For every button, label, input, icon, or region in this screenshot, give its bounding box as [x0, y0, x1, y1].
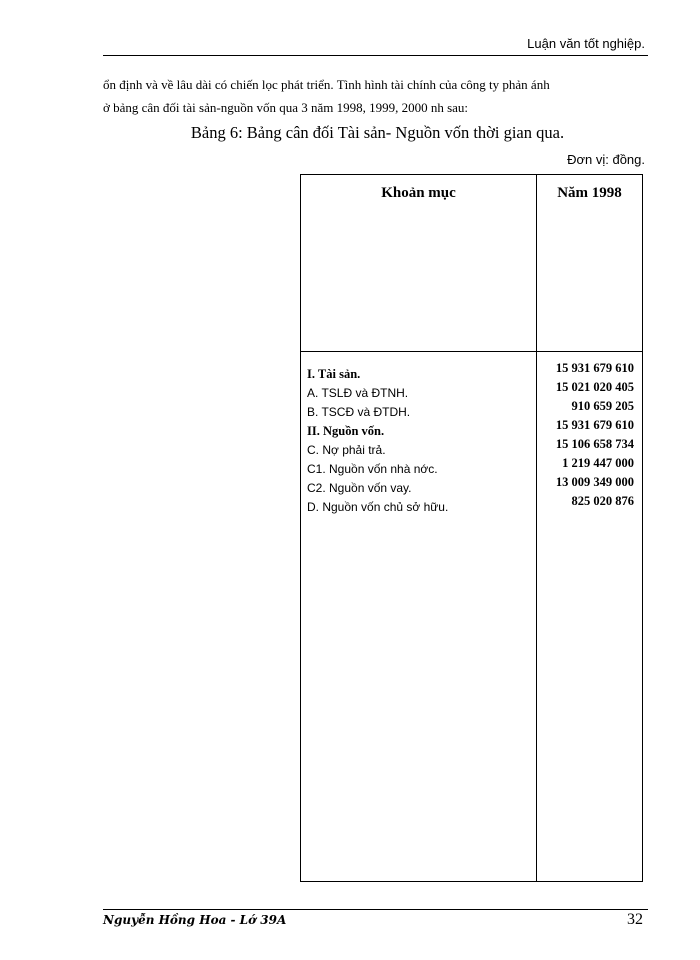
footer-author: Nguyễn Hồng Hoa - Lớ 39A — [103, 913, 287, 927]
value-list — [556, 359, 634, 511]
column-divider — [536, 175, 537, 881]
table-caption: Bảng 6: Bảng cân đối Tài sản- Nguồn vốn thời gian qua. — [190, 123, 565, 142]
item-row: A. TSLĐ và ĐTNH. — [307, 386, 409, 400]
value-cell: 910 659 205 — [571, 399, 634, 413]
value-cell: 13 009 349 000 — [555, 475, 634, 489]
footer-rule — [103, 909, 648, 910]
value-cell: 15 931 679 610 — [555, 418, 634, 432]
balance-sheet-table — [300, 174, 643, 882]
header-title: Luận văn tốt nghiệp. — [527, 36, 645, 51]
item-list — [307, 365, 448, 517]
value-cell: 1 219 447 000 — [562, 456, 634, 470]
item-row: D. Nguồn vốn chủ sở hữu. — [307, 500, 449, 514]
item-row: C. Nợ phải trả. — [307, 443, 386, 457]
item-row: B. TSCĐ và ĐTDH. — [307, 405, 411, 419]
column-header-item: Khoản mục — [381, 185, 456, 201]
value-cell: 15 021 020 405 — [555, 380, 634, 394]
item-row: II. Nguồn vốn. — [307, 424, 385, 438]
column-header-year: Năm 1998 — [557, 185, 622, 201]
value-cell: 15 106 658 734 — [555, 437, 634, 451]
value-cell: 825 020 876 — [571, 494, 634, 508]
body-line-1: ổn định và về lâu dài có chiến lọc phát triển. Tình hình tài chính của công ty phản ánh — [103, 77, 550, 92]
item-row: I. Tài sản. — [307, 367, 361, 381]
unit-label: Đơn vị: đồng. — [567, 152, 645, 167]
body-paragraph — [103, 73, 645, 119]
header-row-divider — [301, 351, 642, 352]
header-rule — [103, 55, 648, 56]
item-row: C1. Nguồn vốn nhà nớc. — [307, 462, 438, 476]
page-number: 32 — [627, 911, 643, 928]
value-cell: 15 931 679 610 — [555, 361, 634, 375]
item-row: C2. Nguồn vốn vay. — [307, 481, 412, 495]
body-line-2: ở bảng cân đối tài sản-nguồn vốn qua 3 năm 1998, 1999, 2000 nh sau: — [103, 100, 469, 115]
